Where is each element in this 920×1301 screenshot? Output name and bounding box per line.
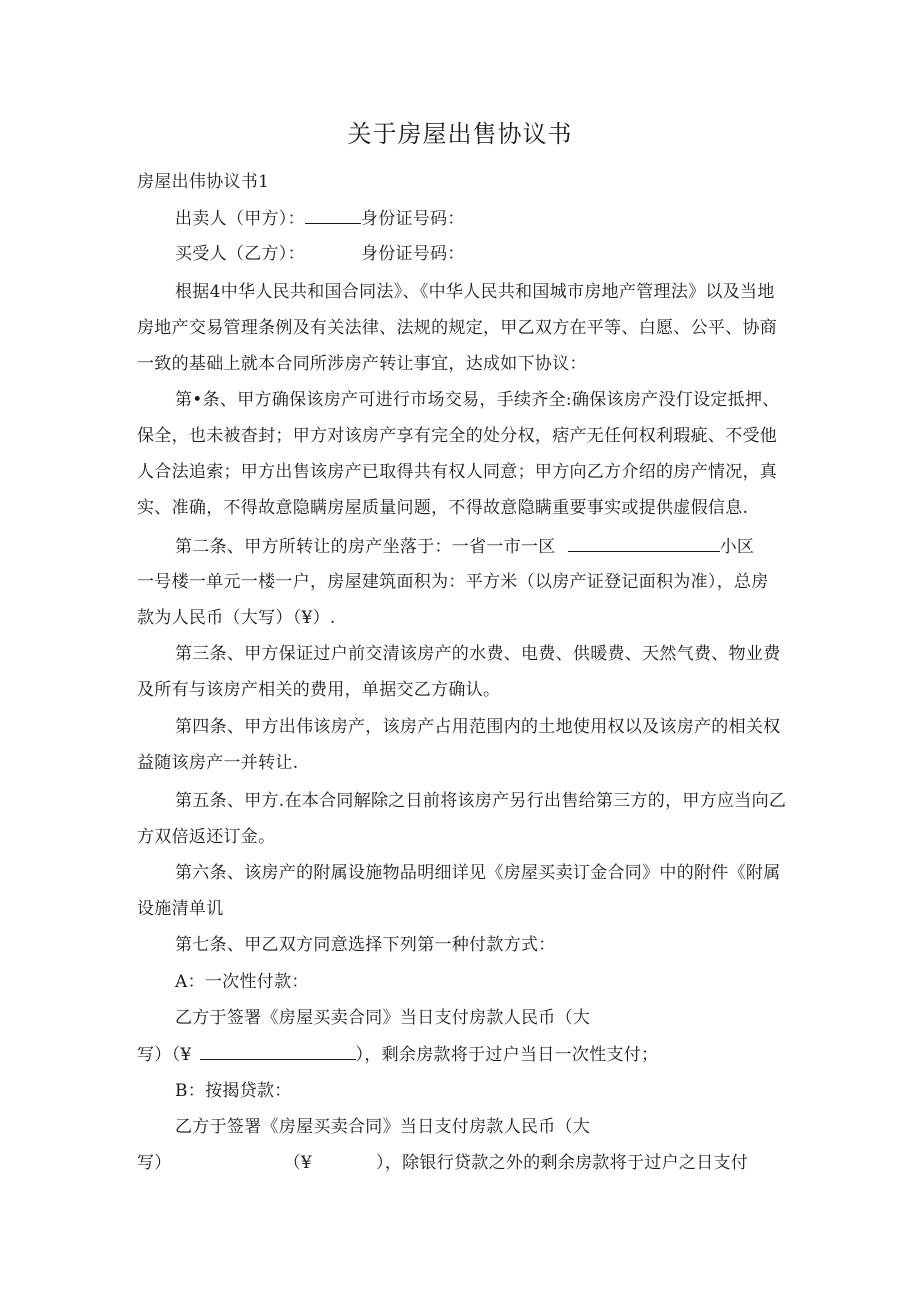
article6-line-2: 设施清单讥: [137, 899, 224, 919]
seller-line: [175, 206, 465, 231]
article1-line-4: 实、准确，不得故意隐瞒房屋质量问题，不得故意隐瞒重要事实或提供虚假信息.: [137, 498, 749, 518]
option-b-suffix: ），除银行贷款之外的剩余房款将于过户之日支付: [376, 1153, 749, 1173]
intro-line-2: 房地产交易管理条例及有关法律、法规的规定，甲乙双方在平等、白愿、公平、协商: [137, 318, 778, 338]
community-name-blank: [568, 534, 720, 552]
article2-location-text: 第二条、甲方所转让的房产坐落于：一省一市一区: [175, 537, 556, 557]
article4-line-1: 第四条、甲方出伟该房产，该房产占用范围内的土地使用权以及该房产的相关权: [175, 717, 781, 737]
article2-line-3: 款为人民币（大写）（¥）.: [137, 608, 336, 628]
article4-line-2: 益随该房产一并转让.: [137, 753, 299, 773]
seller-label: 出卖人（甲方）：: [175, 209, 305, 229]
buyer-id-label: 身份证号码：: [360, 244, 465, 264]
article2-line-2: 一号楼一单元一楼一户，房屋建筑面积为：平方米（以房产证登记面积为准），总房: [137, 572, 769, 592]
buyer-label: 买受人（乙方）：: [175, 244, 305, 264]
option-a-suffix: ），剩余房款将于过户当日一次性支付；: [355, 1045, 659, 1065]
option-a-line-2: [137, 1042, 658, 1067]
article7-line: 第七条、甲乙双方同意选择下列第一种付款方式：: [175, 935, 556, 955]
article3-line-1: 第三条、甲方保证过户前交清该房产的水费、电费、供暖费、天然气费、物业费: [175, 644, 781, 664]
article6-line-1: 第六条、该房产的附属设施物品明细详见《房屋买卖订金合同》中的附件《附属: [175, 863, 781, 883]
seller-id-label: 身份证号码：: [360, 209, 465, 229]
option-b-line-2: [137, 1151, 748, 1175]
intro-line-3: 一致的基础上就本合同所涉房产转让事宜，达成如下协议：: [137, 354, 587, 374]
option-a-prefix: 写）（¥: [137, 1045, 192, 1065]
article1-line-2: 保全，也未被杳封；甲方对该房产享有完全的处分权，痞产无任何权利瑕疵、不受他: [137, 426, 778, 446]
article2-line-1: [175, 534, 754, 559]
option-b-label: B：按揭贷款：: [175, 1081, 292, 1101]
article5-line-2: 方双倍返还订金。: [137, 827, 276, 847]
option-b-yen: （¥: [283, 1153, 313, 1173]
article5-line-1: 第五条、甲方.在本合同解除之日前将该房产另行出售给第三方的，甲方应当向乙: [175, 791, 787, 811]
article1-line-3: 人合法追索；甲方出售该房产已取得共有权人同意；甲方向乙方介绍的房产情况，真: [137, 462, 778, 482]
buyer-line: [175, 242, 465, 266]
option-a-amount-blank: [200, 1042, 356, 1060]
intro-line-1: 根据4中华人民共和国合同法》、《中华人民共和国城市房地产管理法》以及当地: [175, 282, 775, 302]
option-b-prefix: 写）: [137, 1153, 172, 1173]
article2-community-suffix: 小区: [719, 537, 755, 557]
article1-line-1: 第•条、甲方确保该房产可进行市场交易，手续齐全:确保该房产没仃设定抵押、: [175, 390, 780, 410]
document-subtitle: 房屋出伟协议书1: [137, 172, 270, 192]
article3-line-2: 及所有与该房产相关的费用，单据交乙方确认。: [137, 680, 501, 700]
option-a-label: A：一次性付款：: [175, 972, 309, 992]
document-title: 关于房屋出售协议书: [347, 120, 573, 148]
option-a-line-1: 乙方于签署《房屋买卖合同》当日支付房款人民币（大: [175, 1008, 591, 1028]
seller-name-blank: [305, 206, 361, 224]
option-b-line-1: 乙方于签署《房屋买卖合同》当日支付房款人民币（大: [175, 1117, 591, 1137]
